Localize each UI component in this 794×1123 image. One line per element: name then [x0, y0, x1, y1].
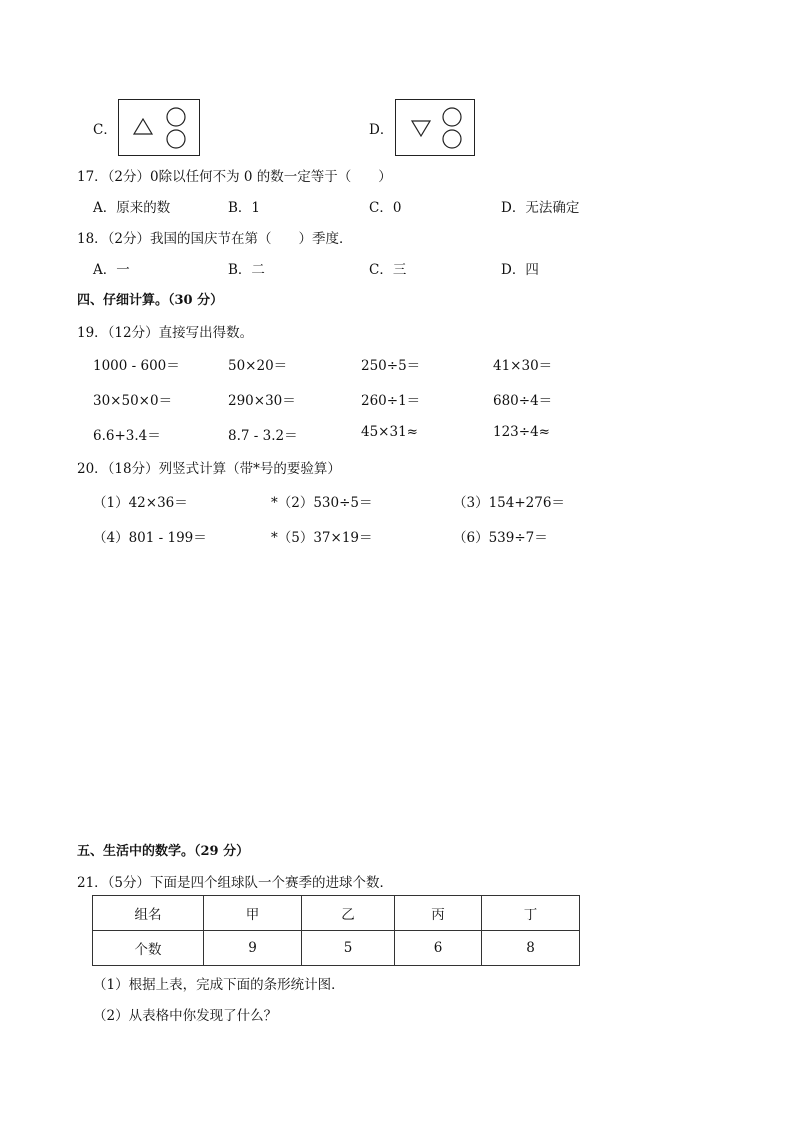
q20-item: *（5）37×19＝ [271, 530, 373, 546]
question-18-stem: 18．（2分）我国的国庆节在第（ ）季度． [77, 231, 353, 247]
triangle-up-icon [119, 100, 199, 155]
goals-table [92, 895, 580, 966]
q19-item: 250÷5＝ [361, 358, 421, 374]
q21-subquestion-2: （2）从表格中你发现了什么？ [93, 1008, 278, 1024]
table-header-cell: 丁 [482, 896, 580, 931]
table-cell: 8 [482, 931, 580, 966]
q19-item: 6.6+3.4＝ [93, 428, 161, 444]
section-4-title: 四、仔细计算。（30 分） [77, 293, 224, 308]
q20-item: （6）539÷7＝ [453, 530, 548, 546]
q17-option-a: A．原来的数 [93, 200, 171, 216]
q18-option-a: A．一 [93, 262, 130, 278]
option-d-figure [395, 99, 475, 156]
q18-option-c: C．三 [369, 262, 407, 278]
q20-item: *（2）530÷5＝ [271, 495, 373, 511]
q21-subquestion-1: （1）根据上表，完成下面的条形统计图． [93, 977, 345, 993]
q19-item: 1000 - 600＝ [93, 358, 180, 374]
q20-item: （1）42×36＝ [93, 495, 188, 511]
q18-option-d: D．四 [501, 262, 539, 278]
option-d-label: D． [369, 122, 394, 138]
table-header-cell: 组名 [93, 896, 204, 931]
q18-option-b: B．二 [228, 262, 265, 278]
table-row [93, 896, 580, 931]
table-cell: 6 [395, 931, 482, 966]
table-header-cell: 甲 [204, 896, 302, 931]
question-21-stem: 21．（5分）下面是四个组球队一个赛季的进球个数． [77, 875, 394, 891]
q19-item: 30×50×0＝ [93, 393, 173, 409]
question-17-stem: 17．（2分）0除以任何不为 0 的数一定等于（ ） [77, 169, 392, 185]
question-19-stem: 19．（12分）直接写出得数。 [77, 325, 254, 341]
q19-item: 50×20＝ [228, 358, 288, 374]
q19-item: 290×30＝ [228, 393, 296, 409]
q19-item: 41×30＝ [493, 358, 553, 374]
q19-item: 8.7 - 3.2＝ [228, 428, 298, 444]
table-cell: 个数 [93, 931, 204, 966]
table-row [93, 931, 580, 966]
option-c-label: C． [93, 122, 117, 138]
option-c-figure [118, 99, 200, 156]
table-cell: 9 [204, 931, 302, 966]
table-header-cell: 乙 [302, 896, 395, 931]
triangle-down-icon [396, 100, 474, 155]
q19-item: 680÷4＝ [493, 393, 553, 409]
q20-item: （3）154+276＝ [453, 495, 565, 511]
q19-item: 260÷1＝ [361, 393, 421, 409]
section-5-title: 五、生活中的数学。（29 分） [77, 844, 250, 859]
q17-option-c: C．0 [369, 200, 402, 216]
q17-option-d: D．无法确定 [501, 200, 580, 216]
q19-item: 123÷4≈ [493, 424, 550, 440]
question-20-stem: 20．（18分）列竖式计算（带*号的要验算） [77, 461, 341, 477]
q20-item: （4）801 - 199＝ [93, 530, 207, 546]
q17-option-b: B．1 [228, 200, 261, 216]
table-header-cell: 丙 [395, 896, 482, 931]
table-cell: 5 [302, 931, 395, 966]
q19-item: 45×31≈ [361, 424, 418, 440]
